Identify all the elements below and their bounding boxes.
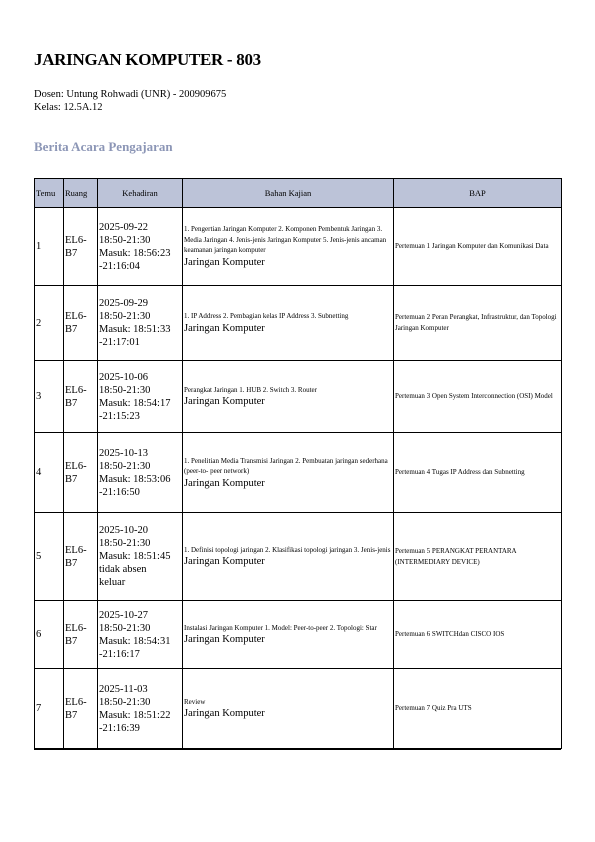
room: EL6-B7	[64, 513, 98, 601]
study-material-text: Instalasi Jaringan Komputer 1. Model: Peer-to-peer 2. Topologi: Star	[184, 623, 377, 632]
attendance-line: 18:50-21:30	[99, 311, 151, 322]
attendance-line: -21:16:04	[99, 260, 140, 272]
table-body	[35, 208, 562, 749]
attendance-line: tidak absen	[99, 564, 147, 575]
attendance-line: 18:50-21:30	[99, 384, 151, 396]
table-row	[35, 208, 562, 286]
header-bahan-kajian: Bahan Kajian	[183, 179, 394, 208]
table-bottom-border	[34, 749, 561, 750]
study-material-text: 1. Definisi topologi jaringan 2. Klasifikasi topologi jaringan 3. Jenis-jenis	[184, 545, 391, 554]
room: EL6-B7	[64, 208, 98, 286]
course-name: Jaringan Komputer	[184, 477, 265, 489]
course-name: Jaringan Komputer	[184, 556, 265, 568]
attendance	[98, 361, 183, 433]
attendance	[98, 601, 183, 669]
attendance-line: 18:50-21:30	[99, 234, 151, 246]
attendance-line: Masuk: 18:51:33	[99, 324, 171, 335]
study-material-text: 1. IP Address 2. Pembagian kelas IP Address 3. Subnetting	[184, 312, 349, 321]
attendance-line: -21:15:23	[99, 410, 140, 422]
room: EL6-B7	[64, 669, 98, 749]
study-material-text: 1. Penelitian Media Transmisi Jaringan 2. Pembuatan jaringan sederhana (peer-to- peer network)	[184, 456, 388, 475]
meeting-number: 2	[35, 286, 64, 361]
course-name: Jaringan Komputer	[184, 708, 265, 720]
room: EL6-B7	[64, 361, 98, 433]
meeting-number: 3	[35, 361, 64, 433]
attendance-line: 2025-10-27	[99, 609, 148, 621]
table-row	[35, 601, 562, 669]
study-material	[183, 669, 394, 749]
course-name: Jaringan Komputer	[184, 322, 265, 334]
bap-entry: Pertemuan 7 Quiz Pra UTS	[394, 669, 562, 749]
study-material	[183, 513, 394, 601]
study-material	[183, 361, 394, 433]
attendance-line: -21:16:39	[99, 722, 140, 734]
attendance-line: Masuk: 18:54:17	[99, 397, 171, 409]
table-row	[35, 513, 562, 601]
meeting-number: 4	[35, 433, 64, 513]
bap-entry: Pertemuan 4 Tugas IP Address dan Subnetting	[394, 433, 562, 513]
page-title: JARINGAN KOMPUTER - 803	[34, 50, 261, 69]
header-bap: BAP	[394, 179, 562, 208]
room: EL6-B7	[64, 601, 98, 669]
lecturer-info: Dosen: Untung Rohwadi (UNR) - 200909675	[34, 89, 227, 100]
section-title: Berita Acara Pengajaran	[34, 139, 173, 154]
attendance-line: -21:17:01	[99, 337, 140, 348]
study-material-text: Perangkat Jaringan 1. HUB 2. Switch 3. Router	[184, 385, 317, 394]
attendance-line: Masuk: 18:51:45	[99, 551, 171, 562]
class-info: Kelas: 12.5A.12	[34, 102, 103, 113]
study-material	[183, 286, 394, 361]
attendance	[98, 433, 183, 513]
study-material	[183, 208, 394, 286]
study-material	[183, 601, 394, 669]
attendance-line: 18:50-21:30	[99, 696, 151, 708]
table-row	[35, 669, 562, 749]
attendance-line: 2025-10-13	[99, 447, 148, 459]
attendance-line: 2025-09-29	[99, 298, 148, 309]
attendance	[98, 669, 183, 749]
header-temu: Temu	[35, 179, 64, 208]
attendance	[98, 513, 183, 601]
meeting-number: 7	[35, 669, 64, 749]
attendance-line: -21:16:50	[99, 486, 140, 498]
attendance-line: Masuk: 18:54:31	[99, 635, 171, 647]
course-name: Jaringan Komputer	[184, 396, 265, 408]
teaching-log-table	[34, 178, 562, 749]
attendance-line: Masuk: 18:56:23	[99, 247, 171, 259]
room: EL6-B7	[64, 286, 98, 361]
room: EL6-B7	[64, 433, 98, 513]
header-ruang: Ruang	[64, 179, 98, 208]
table-row	[35, 433, 562, 513]
attendance-line: 2025-11-03	[99, 683, 148, 695]
attendance-line: keluar	[99, 577, 126, 588]
table-row	[35, 286, 562, 361]
study-material-text: Review	[184, 697, 206, 706]
attendance-line: 18:50-21:30	[99, 460, 151, 472]
attendance-line: 18:50-21:30	[99, 538, 151, 549]
meeting-number: 5	[35, 513, 64, 601]
meeting-number: 1	[35, 208, 64, 286]
attendance-line: 2025-10-06	[99, 371, 148, 383]
bap-entry: Pertemuan 2 Peran Perangkat, Infrastruktur, dan Topologi Jaringan Komputer	[394, 286, 562, 361]
attendance-line: -21:16:17	[99, 648, 140, 660]
meeting-number: 6	[35, 601, 64, 669]
course-name: Jaringan Komputer	[184, 634, 265, 646]
bap-entry: Pertemuan 5 PERANGKAT PERANTARA (INTERMEDIARY DEVICE)	[394, 513, 562, 601]
course-name: Jaringan Komputer	[184, 256, 265, 268]
attendance	[98, 208, 183, 286]
table-header-row	[35, 179, 562, 208]
study-material	[183, 433, 394, 513]
bap-entry: Pertemuan 3 Open System Interconnection (OSI) Model	[394, 361, 562, 433]
bap-entry: Pertemuan 6 SWITCHdan CISCO IOS	[394, 601, 562, 669]
study-material-text: 1. Pengertian Jaringan Komputer 2. Komponen Pembentuk Jaringan 3. Media Jaringan 4. Jenis-jenis Jaringan Komputer 5. Jenis-jenis ancaman keamanan jaringan komputer	[184, 225, 387, 255]
attendance-line: Masuk: 18:51:22	[99, 709, 171, 721]
attendance	[98, 286, 183, 361]
attendance-line: 18:50-21:30	[99, 622, 151, 634]
attendance-line: Masuk: 18:53:06	[99, 473, 171, 485]
header-kehadiran: Kehadiran	[98, 179, 183, 208]
attendance-line: 2025-09-22	[99, 221, 148, 233]
attendance-line: 2025-10-20	[99, 525, 148, 536]
table-row	[35, 361, 562, 433]
bap-entry: Pertemuan 1 Jaringan Komputer dan Komunikasi Data	[394, 208, 562, 286]
